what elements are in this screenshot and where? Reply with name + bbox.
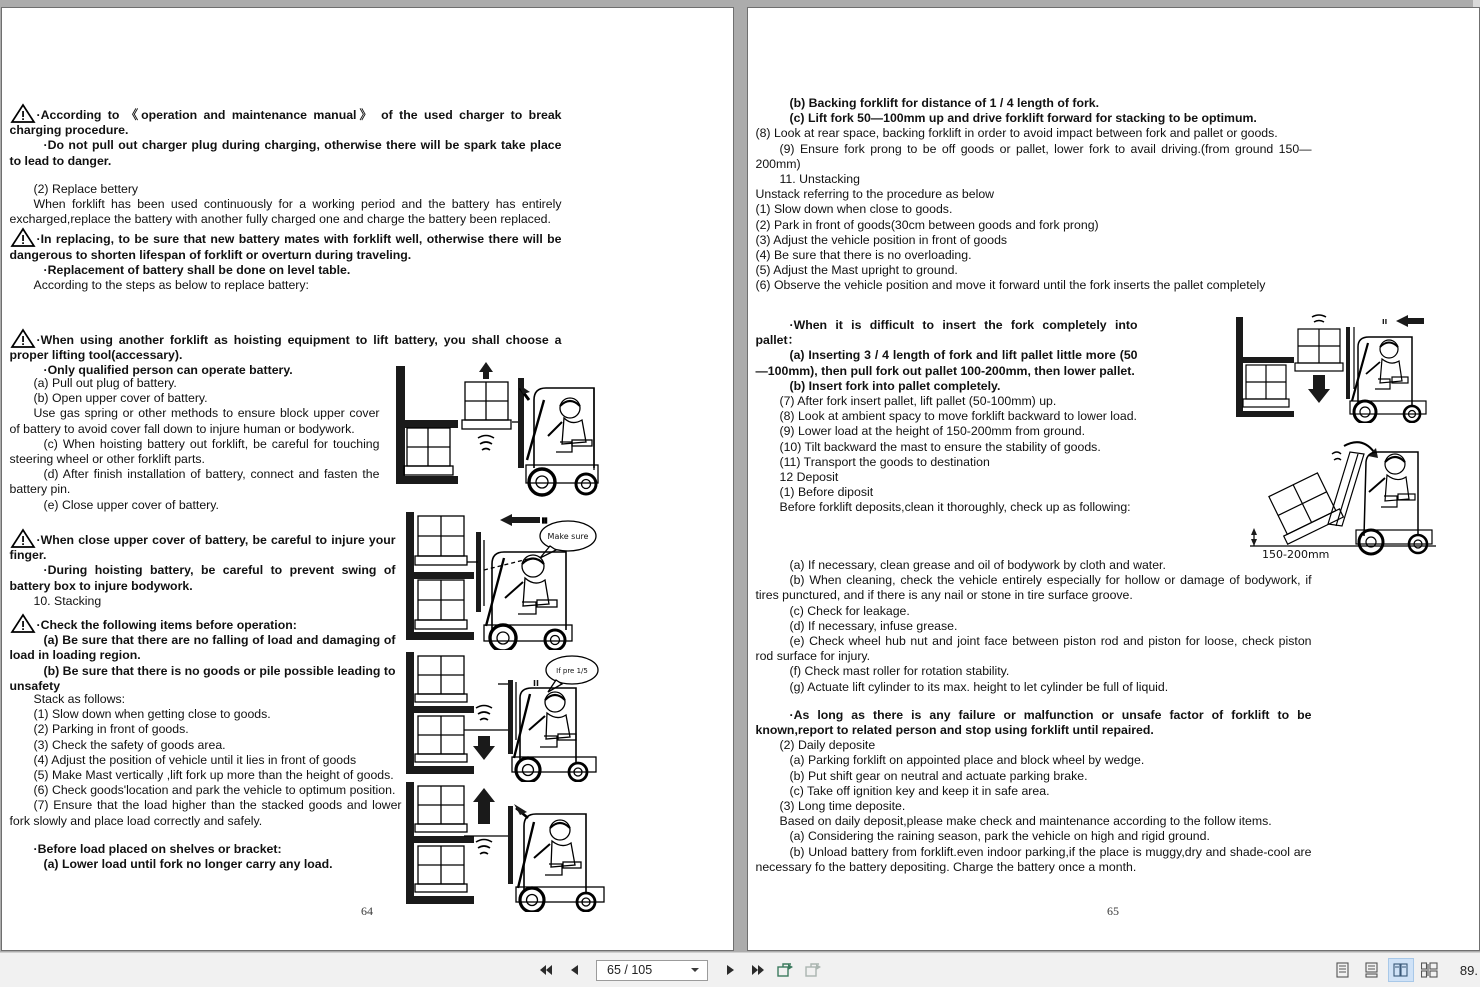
scrollbar-corner[interactable] [1473,0,1480,7]
view-single-page-button[interactable] [1330,958,1356,982]
r-failure-warning: ·As long as there is any failure or malfunction or unsafe factor of forklift to be known,report to related person and stop using forklift until repaired. [755,707,1312,738]
svg-text:II: II [532,679,539,688]
right-page-text-difficult [756,318,1138,516]
stack-step-1: (1) Slow down when getting close to goods. [33,707,271,722]
zoom-level-value[interactable]: 89. [1459,962,1478,978]
r-step-9: (9) Ensure fork prong to be off goods or pallet, lower fork to avail driving.(from ground 150—200mm) [755,141,1312,171]
paragraph-warning-2 [10,227,562,262]
warning-5-line-2: (a) Be sure that there are no falling of load and damaging of load in loading region. [9,633,396,663]
r-unstack-4: (4) Be sure that there is no overloading. [755,248,972,263]
step-d-install-pin: (d) After finish installation of battery, connect and fasten the battery pin. [9,467,380,497]
right-page-text-checklist [756,558,1312,875]
step-e-close-cover: (e) Close upper cover of battery. [43,497,219,512]
r-long-b: (b) Unload battery from forklift.even indoor parking,if the place is muggy,dry and shade-cool are necessary fo the battery depositing. Charge the battery once a month. [755,844,1312,874]
r-check-e: (e) Check wheel hub nut and joint face between piston rod and piston for loose, check piston rod surface for injury. [755,634,1312,664]
page-number-value: 65 / 105 [607,963,653,977]
paragraph-warning-3 [10,328,562,363]
warning-3-line-2: ·Only qualified person can operate battery. [43,363,293,378]
next-page-button[interactable] [717,957,743,983]
r-unstack-3: (3) Adjust the vehicle position in front of goods [755,232,1008,247]
r-difficult-b: (b) Insert fork into pallet completely. [789,378,1001,393]
para-replace-battery-heading: (2) Replace bettery [33,181,139,196]
warning-4-line-2: ·During hoisting battery, be careful to prevent swing of battery box to injure bodywork. [9,563,396,593]
stack-intro: Stack as follows: [33,692,126,706]
stack-step-3: (3) Check the safety of goods area. [33,737,226,752]
page-number-right: 65 [1107,904,1119,918]
svg-text:Make sure: Make sure [547,532,588,541]
stack-step-6: (6) Check goods'location and park the vehicle to optimum position. [33,783,396,798]
left-page-text-stacklist [10,692,402,872]
r-unstack-5: (5) Adjust the Mast upright to ground. [755,263,958,278]
view-mode-group [1330,958,1480,982]
r-long-intro: Based on daily deposit,please make check and maintenance according to the follow items. [779,814,1272,829]
warning-3-line-1: ·When using another forklift as hoisting equipment to lift battery, you shall choose a proper lifting tool(accessary). [9,333,562,363]
previous-page-button[interactable] [561,957,587,983]
r-unstack-2: (2) Park in front of goods(30cm between goods and fork prong) [755,217,1099,232]
r-step-10: (10) Tilt backward the mast to ensure the stability of goods. [779,439,1101,454]
warning-triangle-icon [10,103,36,123]
figure-insert-fork-up [400,780,610,912]
page-number-dropdown[interactable] [596,960,708,981]
left-page-text-steps [10,376,380,513]
r-step-b-backing: (b) Backing forklift for distance of 1 / 4 length of fork. [789,96,1099,110]
r-daily-b: (b) Put shift gear on neutral and actuate parking brake. [789,768,1088,783]
r-long-a: (a) Considering the raining season, park the vehicle on high and rigid ground. [789,829,1210,844]
view-continuous-button[interactable] [1359,958,1385,982]
warning-triangle-icon [10,528,36,548]
r-unstack-intro: Unstack referring to the procedure as below [755,187,995,202]
r-difficult-a: (a) Inserting 3 / 4 length of fork and lift pallet little more (50—100mm), then pull fork out pallet 100-200mm, then lower pallet. [755,348,1138,378]
view-two-page-button[interactable] [1388,958,1414,982]
para-gas-spring: Use gas spring or other methods to ensure block upper cover of battery to avoid cover fall down to injure human or bodywork. [9,406,380,436]
r-check-g: (g) Actuate lift cylinder to its max. height to let cylinder be full of liquid. [789,679,1169,694]
warning-2-line-2: ·Replacement of battery shall be done on level table. [43,262,351,277]
heading-stacking: 10. Stacking [33,593,102,608]
r-step-8b: (8) Look at ambient spacy to move forklift backward to lower load. [779,409,1137,424]
r-check-b: (b) When cleaning, check the vehicle entirely especially for hollow or damage of bodywork, if tires punctured, and if there is any nail or stone in tire surface groove. [755,573,1312,603]
r-check-d: (d) If necessary, infuse grease. [789,618,958,633]
r-daily-deposite: (2) Daily deposite [779,738,876,753]
warning-triangle-icon [10,227,36,247]
warning-1-line-1: ·According to 《operation and maintenance manual》 of the used charger to break charging procedure. [9,108,562,138]
previous-view-button[interactable] [773,957,799,983]
paragraph-warning-5 [10,613,396,633]
para-steps-intro: According to the steps as below to replace battery: [33,278,309,293]
r-long-deposite: (3) Long time deposite. [779,799,906,814]
view-book-button[interactable] [1417,958,1443,982]
stack-step-5: (5) Make Mast vertically ,lift fork up more than the height of goods. [33,768,394,783]
warning-2-line-1: ·In replacing, to be sure that new battery mates with forklift well, otherwise there will be dangerous to shorten lifespan of forklift or overturn during traveling. [9,232,562,262]
stack-step-7: (7) Ensure that the load higher than the stacked goods and lower fork slowly and place load correctly and safely. [9,798,402,828]
svg-text:II: II [1381,318,1387,326]
warning-1-line-2: ·Do not pull out charger plug during charging, otherwise there will be spark take place to lead to danger. [9,138,562,168]
warning-4-line-1: ·When close upper cover of battery, be careful to injure your finger. [9,533,396,563]
before-load-step-a: (a) Lower load until fork no longer carry any load. [43,857,333,872]
r-step-11: (11) Transport the goods to destination [779,454,990,469]
step-c-hoisting: (c) When hoisting battery out forklift, be careful for touching steering wheel or other forklift parts. [9,436,380,467]
r-heading-deposit: 12 Deposit [779,470,839,485]
chevron-down-icon [691,968,699,972]
figure-make-sure-check [400,510,610,650]
r-step-c-liftfork: (c) Lift fork 50—100mm up and drive forklift forward for stacking to be optimum. [789,111,1257,126]
warning-triangle-icon [10,328,36,348]
r-clean-check: Before forklift deposits,clean it thoroughly, check up as following: [779,500,1131,515]
before-load-heading: ·Before load placed on shelves or bracket: [33,841,282,856]
r-difficult-heading: ·When it is difficult to insert the fork completely into pallet： [755,318,1138,348]
r-step-9b: (9) Lower load at the height of 150-200mm from ground. [779,424,1086,439]
svg-text:If pre 1/5: If pre 1/5 [555,667,588,675]
r-unstack-6: (6) Observe the vehicle position and move it forward until the fork inserts the pallet completely [755,278,1266,293]
step-b-open-cover: (b) Open upper cover of battery. [33,391,208,406]
page-navigation-group [533,957,827,983]
stack-step-2: (2) Parking in front of goods. [33,722,189,737]
next-view-button[interactable] [801,957,827,983]
paragraph-warning-1 [10,103,562,138]
warning-5-line-3: (b) Be sure that there is no goods or pile possible leading to unsafety [9,663,396,693]
page-number-left: 64 [361,904,373,918]
page-right[interactable] [747,7,1480,951]
r-heading-unstacking: 11. Unstacking [779,172,860,187]
pdf-toolbar [0,952,1480,987]
r-check-c: (c) Check for leakage. [789,603,910,618]
figure-tilt-mast [1240,428,1436,560]
left-page-text-warning4 [10,528,396,694]
left-page-text-top [10,103,562,293]
warning-triangle-icon [10,613,36,633]
figure-lower-pallet-down [400,650,610,782]
figure-tilt-mast-caption: 150-200mm [1261,548,1329,560]
first-page-button[interactable] [533,957,559,983]
figure-unstack-lower [1232,313,1432,423]
figure-lift-pallet-up [394,360,609,510]
r-unstack-1: (1) Slow down when close to goods. [755,202,953,217]
r-check-f: (f) Check mast roller for rotation stability. [789,664,1010,679]
warning-5-line-1: ·Check the following items before operation: [36,618,297,633]
stack-step-4: (4) Adjust the position of vehicle until it lies in front of goods [33,752,357,767]
r-daily-c: (c) Take off ignition key and keep it in safe area. [789,783,1050,798]
right-page-text-top [756,96,1312,294]
r-step-8: (8) Look at rear space, backing forklift in order to avoid impact between fork and pallet or goods. [755,126,1278,141]
svg-text:II: II [541,517,547,525]
para-replace-battery-body: When forklift has been used continuously for a working period and the battery has entirely excharged,replace the battery with another fully charged one and charge the battery been replaced. [9,197,562,227]
r-step-7: (7) After fork insert pallet, lift pallet (50-100mm) up. [779,394,1057,409]
step-a-pull-plug: (a) Pull out plug of battery. [33,376,177,390]
r-check-a: (a) If necessary, clean grease and oil of bodywork by cloth and water. [789,558,1166,572]
r-before-diposit: (1) Before diposit [779,485,874,500]
paragraph-warning-4 [10,528,396,563]
last-page-button[interactable] [745,957,771,983]
r-daily-a: (a) Parking forklift on appointed place and block wheel by wedge. [789,753,1145,768]
page-left[interactable] [1,7,734,951]
